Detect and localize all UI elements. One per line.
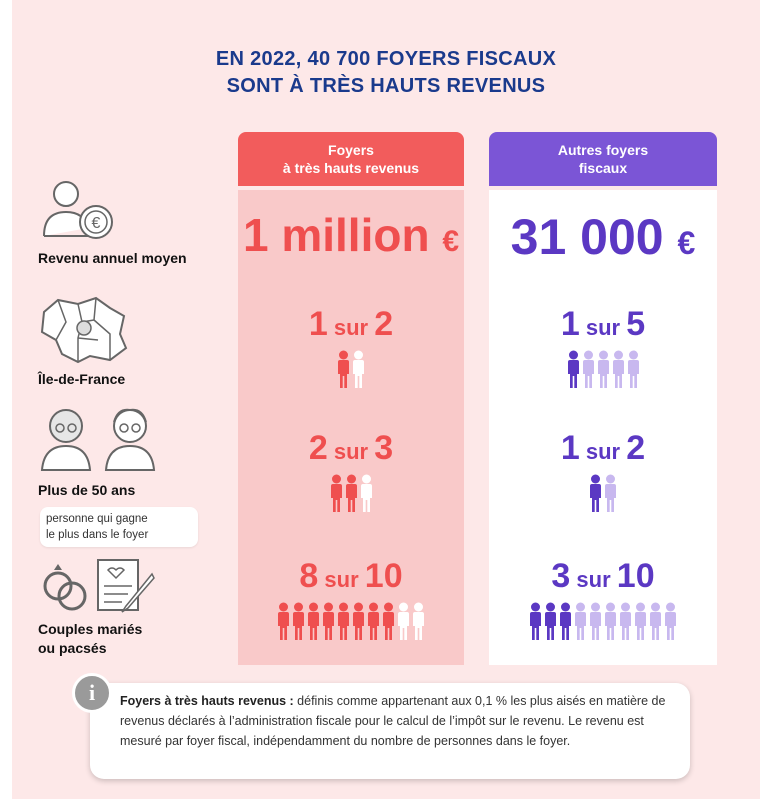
ratio-numerator: 3 [551, 557, 571, 595]
person-icon [612, 350, 625, 388]
amount-a-unit: € [442, 225, 460, 258]
person-icon [367, 602, 380, 640]
person-icon [544, 602, 557, 640]
label-revenu: Revenu annuel moyen [38, 250, 187, 266]
ratio-denominator: 10 [364, 557, 403, 595]
amount-a-value: 1 million [242, 209, 430, 261]
column-body-a [238, 190, 464, 665]
ratio-text [489, 430, 717, 470]
ratio-numerator: 1 [560, 305, 580, 343]
column-body-b [489, 190, 717, 665]
person-icon [604, 474, 617, 512]
column-header-tres-hauts-revenus [238, 132, 464, 186]
amount-b-value: 31 000 [510, 209, 664, 265]
ratio-text [489, 306, 717, 346]
definition-term: Foyers à très hauts revenus : [120, 694, 294, 708]
person-icon [589, 602, 602, 640]
person-icon [360, 474, 373, 512]
label-couples-line-2: ou pacsés [38, 640, 107, 656]
person-icon [397, 602, 410, 640]
person-icon [529, 602, 542, 640]
person-icon [337, 350, 350, 388]
ile-de-france-map-icon [38, 294, 130, 364]
age-note-line-1: personne qui gagne [46, 513, 148, 525]
infographic [12, 0, 760, 799]
column-autres-foyers [489, 132, 717, 665]
person-icon [597, 350, 610, 388]
person-icon [627, 350, 640, 388]
person-euro-icon [40, 178, 116, 242]
ratio-text [238, 430, 464, 470]
ratio-denominator: 2 [374, 305, 394, 343]
people-pictogram [489, 474, 717, 512]
person-icon [322, 602, 335, 640]
title-line-1: EN 2022, 40 700 FOYERS FISCAUX [215, 48, 557, 70]
elderly-couple-icon [38, 404, 162, 472]
stat-b-idf [489, 306, 717, 388]
ratio-sur: sur [327, 439, 375, 464]
person-icon [307, 602, 320, 640]
person-icon [567, 350, 580, 388]
header-b-line-2: fiscaux [578, 160, 628, 176]
ratio-sur: sur [570, 567, 617, 592]
person-icon [412, 602, 425, 640]
column-header-autres-foyers [489, 132, 717, 186]
person-icon [604, 602, 617, 640]
ratio-numerator: 1 [560, 429, 580, 467]
person-icon [382, 602, 395, 640]
people-pictogram [238, 350, 464, 388]
ratio-text [238, 558, 464, 598]
stat-b-age [489, 430, 717, 512]
person-icon [619, 602, 632, 640]
ratio-numerator: 2 [308, 429, 328, 467]
ratio-denominator: 3 [374, 429, 394, 467]
stat-b-couples [489, 558, 717, 640]
ratio-sur: sur [318, 567, 365, 592]
ratio-text [238, 306, 464, 346]
age-note-line-2: le plus dans le foyer [46, 529, 149, 541]
info-icon: i [72, 673, 112, 713]
ratio-denominator: 2 [626, 429, 646, 467]
header-a-line-1: Foyers [328, 142, 374, 158]
person-icon [574, 602, 587, 640]
column-tres-hauts-revenus [238, 132, 464, 665]
page-title [12, 46, 760, 100]
ratio-numerator: 8 [299, 557, 319, 595]
definition-text [120, 691, 680, 751]
person-icon [277, 602, 290, 640]
title-line-2: SONT À TRÈS HAUTS REVENUS [226, 75, 546, 97]
person-icon [634, 602, 647, 640]
person-icon [649, 602, 662, 640]
label-idf: Île-de-France [38, 371, 126, 387]
definition-body: définis comme appartenant aux 0,1 % les plus aisés en matière de revenus déclarés à l’administration fiscale pour le calcul de l’impôt sur le revenu. Le revenu est mesuré par foyer fiscal, indépendamment du nombre de personnes dans le foyer. [120, 694, 666, 748]
amount-b [489, 208, 717, 266]
people-pictogram [489, 350, 717, 388]
people-pictogram [238, 602, 464, 640]
age-note [40, 507, 198, 547]
person-icon [345, 474, 358, 512]
rings-contract-icon [40, 556, 156, 618]
header-b-line-1: Autres foyers [557, 142, 649, 158]
ratio-text [489, 558, 717, 598]
ratio-sur: sur [327, 315, 375, 340]
person-icon [292, 602, 305, 640]
stat-a-couples [238, 558, 464, 640]
ratio-numerator: 1 [308, 305, 328, 343]
people-pictogram [238, 474, 464, 512]
stat-a-age [238, 430, 464, 512]
person-icon [589, 474, 602, 512]
amount-a [238, 208, 464, 262]
person-icon [664, 602, 677, 640]
people-pictogram [489, 602, 717, 640]
label-age: Plus de 50 ans [38, 482, 136, 498]
ratio-sur: sur [579, 439, 627, 464]
person-icon [352, 602, 365, 640]
ratio-sur: sur [579, 315, 627, 340]
person-icon [582, 350, 595, 388]
person-icon [330, 474, 343, 512]
label-couples-line-1: Couples mariés [38, 621, 143, 637]
person-icon [352, 350, 365, 388]
header-a-line-2: à très hauts revenus [282, 160, 420, 176]
person-icon [559, 602, 572, 640]
person-icon [337, 602, 350, 640]
ratio-denominator: 10 [616, 557, 655, 595]
amount-b-unit: € [677, 225, 696, 261]
stat-a-idf [238, 306, 464, 388]
label-couples [38, 620, 142, 658]
svg-text:€: € [91, 215, 101, 232]
definition-box [88, 680, 690, 779]
ratio-denominator: 5 [626, 305, 646, 343]
